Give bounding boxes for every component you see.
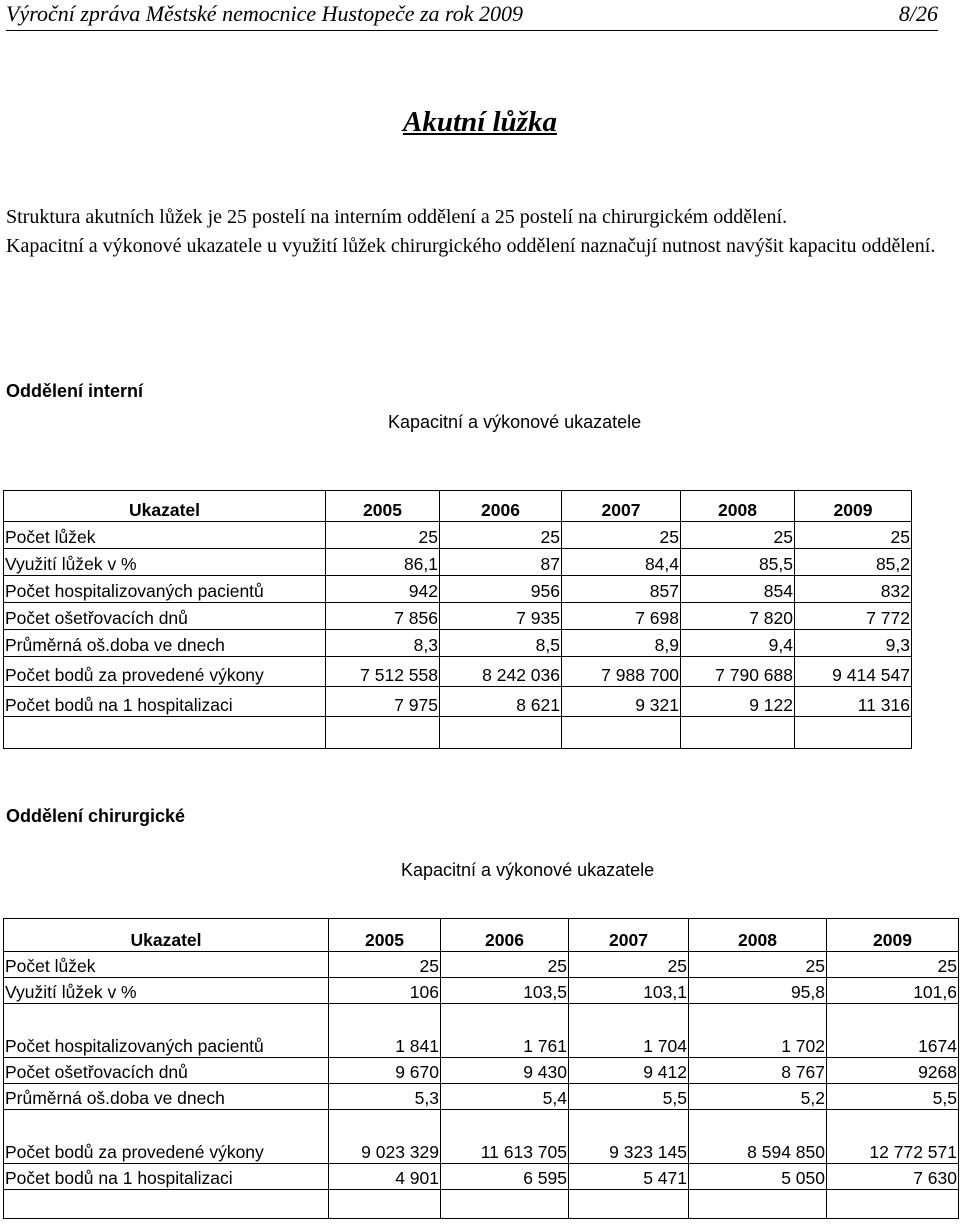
cell: 9 430 xyxy=(441,1058,569,1084)
cell: 7 975 xyxy=(326,687,440,717)
cell: 857 xyxy=(562,576,681,603)
cell: 9,4 xyxy=(681,630,795,657)
empty-cell xyxy=(326,717,440,749)
cell: 1 761 xyxy=(441,1004,569,1058)
empty-cell xyxy=(562,717,681,749)
cell: 9 122 xyxy=(681,687,795,717)
row-label: Počet hospitalizovaných pacientů xyxy=(4,1004,329,1058)
header-cell: 2006 xyxy=(441,919,569,952)
page-number: 8/26 xyxy=(898,1,938,26)
table-row xyxy=(4,952,959,978)
empty-cell xyxy=(4,1190,329,1219)
cell: 9 670 xyxy=(329,1058,441,1084)
cell: 106 xyxy=(329,978,441,1004)
empty-cell xyxy=(681,717,795,749)
row-label: Využití lůžek v % xyxy=(4,549,326,576)
cell: 7 856 xyxy=(326,603,440,630)
table-header-row xyxy=(4,491,912,522)
empty-cell xyxy=(795,717,912,749)
header-cell: 2007 xyxy=(562,491,681,522)
cell: 5,4 xyxy=(441,1084,569,1110)
cell: 4 901 xyxy=(329,1164,441,1190)
intro-paragraph-2: Kapacitní a výkonové ukazatele u využití lůžek chirurgického oddělení naznačují nutnost navýšit kapacitu oddělení. xyxy=(6,235,936,257)
intro-paragraph-1: Struktura akutních lůžek je 25 postelí na interním oddělení a 25 postelí na chirurgickém oddělení. xyxy=(6,206,788,228)
cell: 956 xyxy=(440,576,562,603)
cell: 86,1 xyxy=(326,549,440,576)
table-row xyxy=(4,1110,959,1164)
header-cell: 2005 xyxy=(329,919,441,952)
cell: 87 xyxy=(440,549,562,576)
cell: 25 xyxy=(689,952,827,978)
row-label: Počet ošetřovacích dnů xyxy=(4,1058,329,1084)
cell: 7 820 xyxy=(681,603,795,630)
cell: 832 xyxy=(795,576,912,603)
cell: 12 772 571 xyxy=(827,1110,959,1164)
row-label: Počet bodů za provedené výkony xyxy=(4,1110,329,1164)
table-row xyxy=(4,549,912,576)
empty-cell xyxy=(4,717,326,749)
internal-dept-label: Oddělení interní xyxy=(6,381,144,401)
table-row xyxy=(4,1058,959,1084)
cell: 6 595 xyxy=(441,1164,569,1190)
cell: 84,4 xyxy=(562,549,681,576)
header-cell: 2007 xyxy=(569,919,689,952)
cell: 7 988 700 xyxy=(562,657,681,687)
cell: 8 767 xyxy=(689,1058,827,1084)
cell: 25 xyxy=(562,522,681,549)
surgical-indicators-table xyxy=(3,918,959,1219)
header-cell: Ukazatel xyxy=(4,919,329,952)
empty-cell xyxy=(440,717,562,749)
header-cell: 2006 xyxy=(440,491,562,522)
empty-cell xyxy=(441,1190,569,1219)
cell: 9 321 xyxy=(562,687,681,717)
cell: 25 xyxy=(827,952,959,978)
header-cell: 2008 xyxy=(681,491,795,522)
cell: 5,5 xyxy=(827,1084,959,1110)
cell: 8 242 036 xyxy=(440,657,562,687)
cell: 25 xyxy=(326,522,440,549)
header-cell: 2009 xyxy=(827,919,959,952)
intro-text xyxy=(6,203,946,261)
row-label: Počet bodů na 1 hospitalizaci xyxy=(4,687,326,717)
cell: 7 512 558 xyxy=(326,657,440,687)
cell: 9,3 xyxy=(795,630,912,657)
cell: 7 698 xyxy=(562,603,681,630)
row-label: Počet ošetřovacích dnů xyxy=(4,603,326,630)
row-label: Průměrná oš.doba ve dnech xyxy=(4,1084,329,1110)
table-row xyxy=(4,576,912,603)
cell: 8 621 xyxy=(440,687,562,717)
cell: 103,1 xyxy=(569,978,689,1004)
cell: 854 xyxy=(681,576,795,603)
surgical-dept-label: Oddělení chirurgické xyxy=(6,806,186,826)
table-row xyxy=(4,978,959,1004)
cell: 101,6 xyxy=(827,978,959,1004)
cell: 7 630 xyxy=(827,1164,959,1190)
cell: 1 704 xyxy=(569,1004,689,1058)
empty-cell xyxy=(329,1190,441,1219)
table-row xyxy=(4,1164,959,1190)
table-header-row xyxy=(4,919,959,952)
header-cell: 2008 xyxy=(689,919,827,952)
empty-row xyxy=(4,1190,959,1219)
header-cell: 2005 xyxy=(326,491,440,522)
table-row xyxy=(4,603,912,630)
cell: 11 613 705 xyxy=(441,1110,569,1164)
cell: 942 xyxy=(326,576,440,603)
cell: 8,3 xyxy=(326,630,440,657)
cell: 103,5 xyxy=(441,978,569,1004)
empty-cell xyxy=(827,1190,959,1219)
cell: 85,2 xyxy=(795,549,912,576)
header-cell: 2009 xyxy=(795,491,912,522)
cell: 9 323 145 xyxy=(569,1110,689,1164)
cell: 8,9 xyxy=(562,630,681,657)
cell: 1 841 xyxy=(329,1004,441,1058)
cell: 8 594 850 xyxy=(689,1110,827,1164)
empty-cell xyxy=(689,1190,827,1219)
table-row xyxy=(4,1084,959,1110)
table-row xyxy=(4,630,912,657)
cell: 11 316 xyxy=(795,687,912,717)
empty-row xyxy=(4,717,912,749)
internal-table-title: Kapacitní a výkonové ukazatele xyxy=(388,412,642,432)
empty-cell xyxy=(569,1190,689,1219)
row-label: Počet hospitalizovaných pacientů xyxy=(4,576,326,603)
cell: 25 xyxy=(441,952,569,978)
row-label: Počet bodů na 1 hospitalizaci xyxy=(4,1164,329,1190)
cell: 95,8 xyxy=(689,978,827,1004)
table-row xyxy=(4,687,912,717)
surgical-table-title: Kapacitní a výkonové ukazatele xyxy=(401,860,655,880)
cell: 25 xyxy=(569,952,689,978)
cell: 9 023 329 xyxy=(329,1110,441,1164)
cell: 5,5 xyxy=(569,1084,689,1110)
table-row xyxy=(4,657,912,687)
cell: 1674 xyxy=(827,1004,959,1058)
cell: 7 772 xyxy=(795,603,912,630)
cell: 8,5 xyxy=(440,630,562,657)
section-title: Akutní lůžka xyxy=(403,106,557,138)
cell: 5,2 xyxy=(689,1084,827,1110)
cell: 1 702 xyxy=(689,1004,827,1058)
cell: 5 050 xyxy=(689,1164,827,1190)
page-header xyxy=(6,0,938,31)
cell: 25 xyxy=(440,522,562,549)
row-label: Počet bodů za provedené výkony xyxy=(4,657,326,687)
row-label: Počet lůžek xyxy=(4,952,329,978)
cell: 9 412 xyxy=(569,1058,689,1084)
cell: 85,5 xyxy=(681,549,795,576)
table-row xyxy=(4,1004,959,1058)
cell: 9 414 547 xyxy=(795,657,912,687)
report-title: Výroční zpráva Městské nemocnice Hustopeče za rok 2009 xyxy=(6,1,524,26)
cell: 7 790 688 xyxy=(681,657,795,687)
cell: 25 xyxy=(795,522,912,549)
cell: 5,3 xyxy=(329,1084,441,1110)
row-label: Využití lůžek v % xyxy=(4,978,329,1004)
cell: 25 xyxy=(329,952,441,978)
cell: 9268 xyxy=(827,1058,959,1084)
table-row xyxy=(4,522,912,549)
row-label: Průměrná oš.doba ve dnech xyxy=(4,630,326,657)
cell: 7 935 xyxy=(440,603,562,630)
cell: 25 xyxy=(681,522,795,549)
internal-indicators-table xyxy=(3,490,912,749)
cell: 5 471 xyxy=(569,1164,689,1190)
row-label: Počet lůžek xyxy=(4,522,326,549)
header-cell: Ukazatel xyxy=(4,491,326,522)
